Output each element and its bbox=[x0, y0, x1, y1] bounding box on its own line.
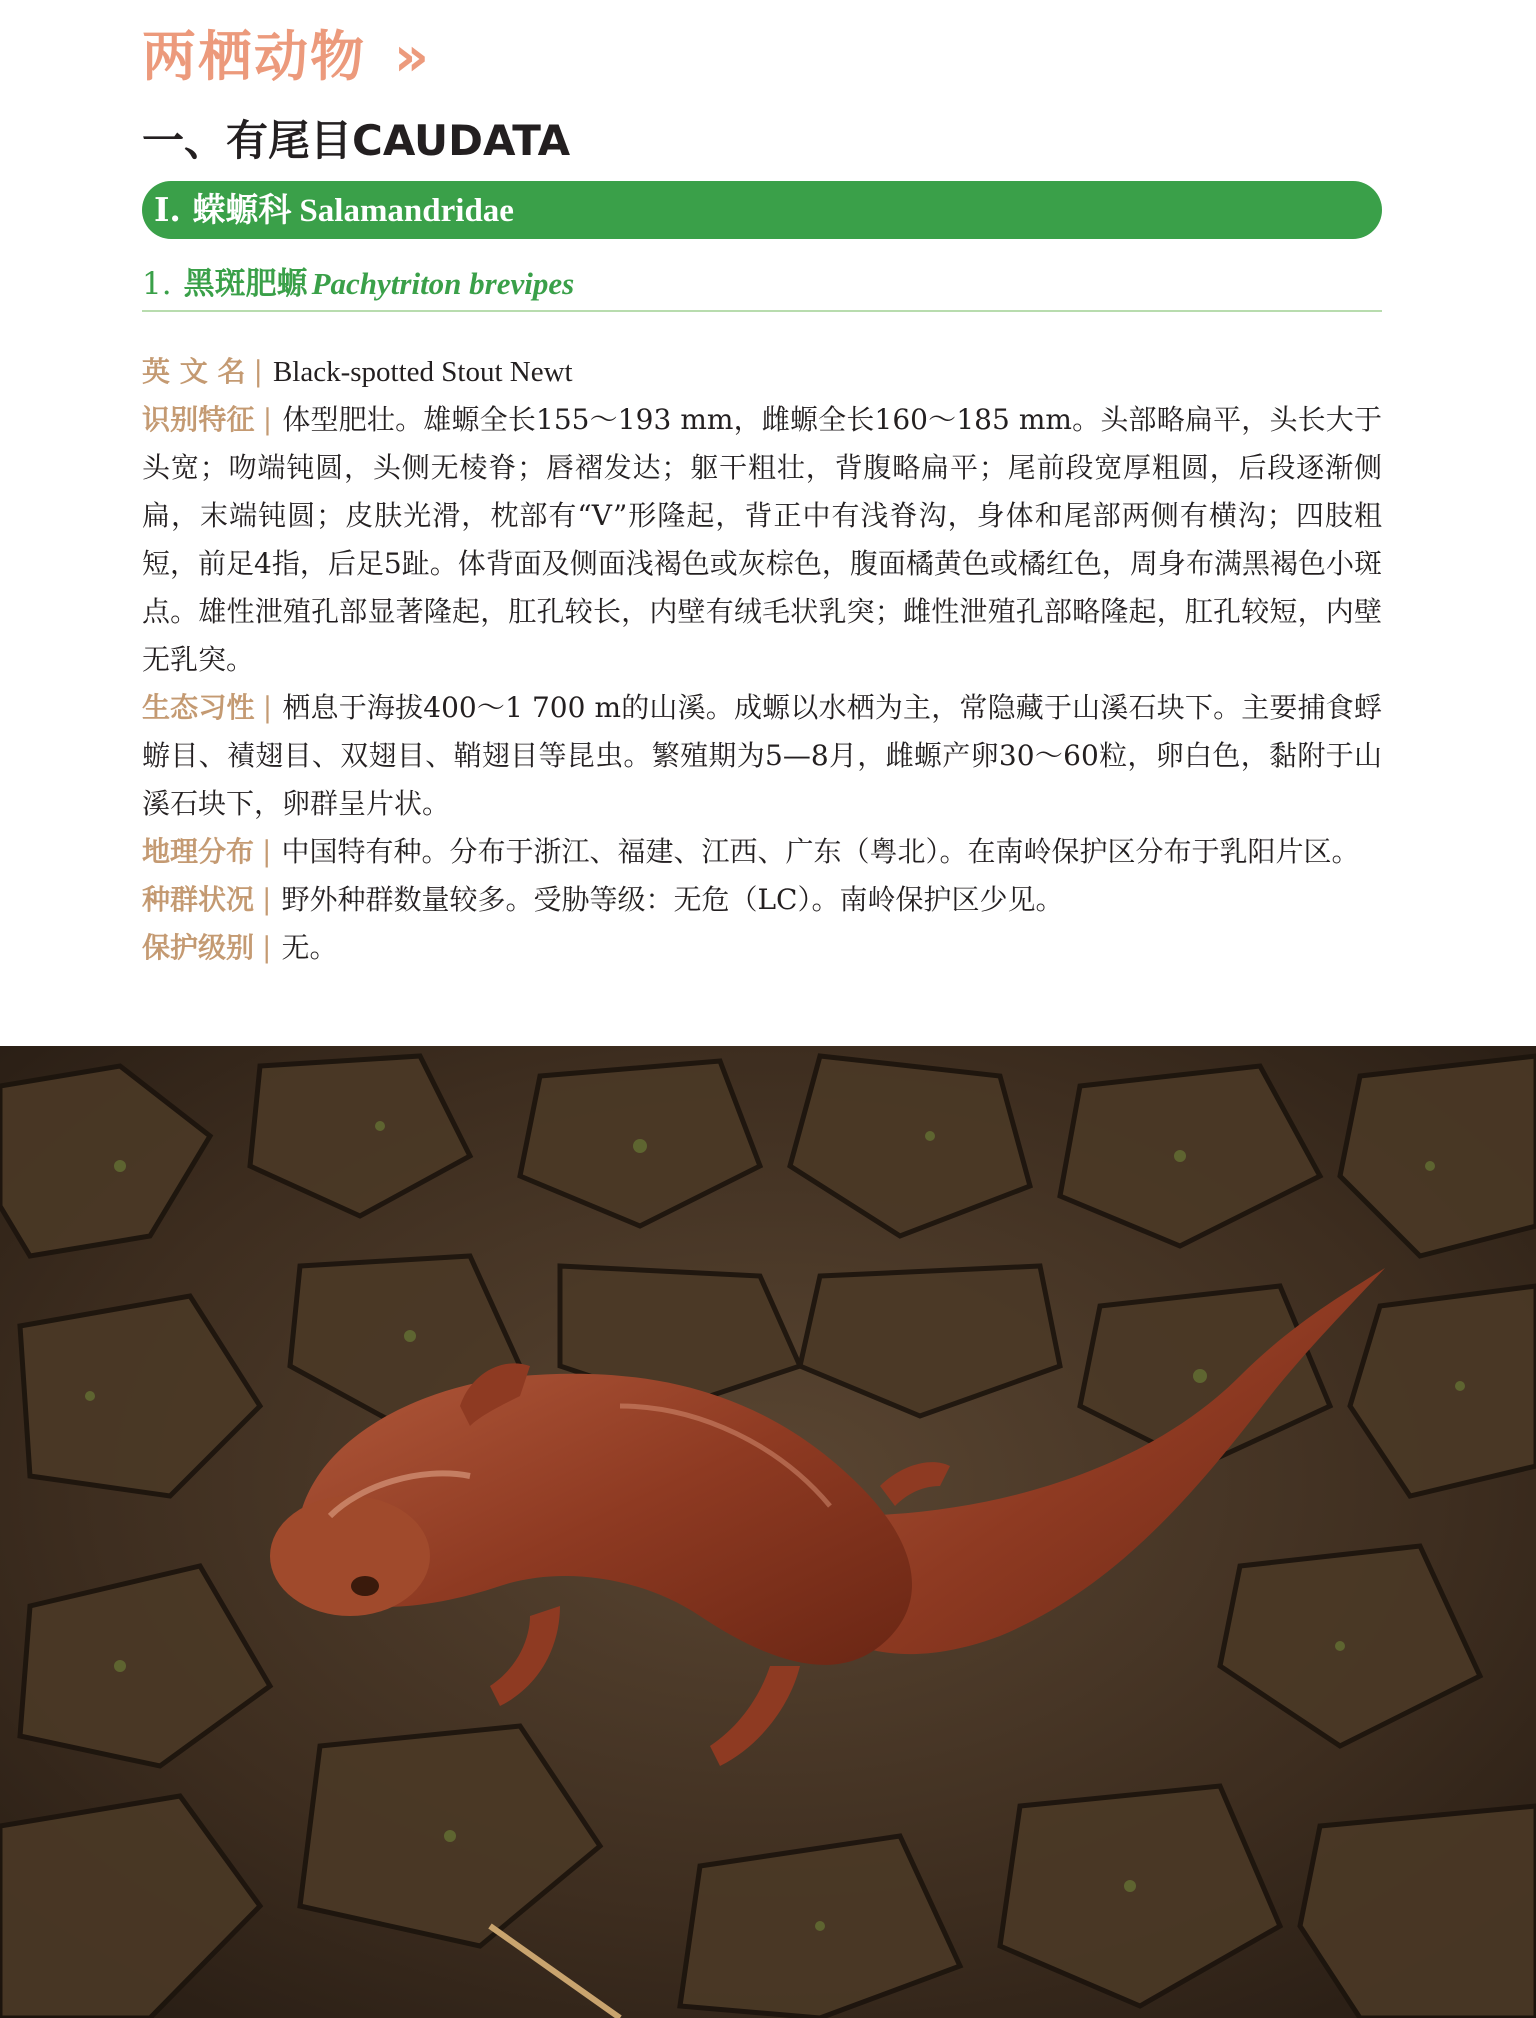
species-chinese-name: 黑斑肥螈 bbox=[183, 266, 308, 302]
entry-label: 生态习性 bbox=[142, 691, 255, 724]
chapter-title-text: 两栖动物 bbox=[142, 25, 366, 88]
entry-text: 栖息于海拔400～1 700 m的山溪。成螈以水栖为主，常隐藏于山溪石块下。主要捕食蜉蝣目、襀翅目、双翅目、鞘翅目等昆虫。繁殖期为5—8月，雌螈产卵30～60粒，卵白色，黏附于山溪石块下，卵群呈片状。 bbox=[142, 691, 1382, 820]
family-latin-name: Salamandridae bbox=[299, 193, 514, 229]
entry-label: 种群状况 bbox=[142, 883, 255, 916]
entry-text: 野外种群数量较多。受胁等级：无危（LC）。南岭保护区少见。 bbox=[281, 883, 1064, 916]
species-heading bbox=[142, 258, 574, 303]
entry-label: 英 文 名 bbox=[142, 355, 246, 388]
entry-label: 保护级别 bbox=[142, 931, 255, 964]
entry-ecology bbox=[142, 684, 1382, 828]
entry-text: 体型肥壮。雄螈全长155～193 mm，雌螈全长160～185 mm。头部略扁平，头长大于头宽；吻端钝圆，头侧无棱脊；唇褶发达；躯干粗壮，背腹略扁平；尾前段宽厚粗圆，后段逐渐侧扁，末端钝圆；皮肤光滑，枕部有“V”形隆起，背正中有浅脊沟，身体和尾部两侧有横沟；四肢粗短，前足4指，后足5趾。体背面及侧面浅褐色或灰棕色，腹面橘黄色或橘红色，周身布满黑褐色小斑点。雄性泄殖孔部显著隆起，肛孔较长，内壁有绒毛状乳突；雌性泄殖孔部略隆起，肛孔较短，内壁无乳突。 bbox=[142, 403, 1382, 676]
species-description bbox=[142, 348, 1382, 972]
family-label: Ⅰ. 蝾螈科 bbox=[154, 190, 292, 229]
entry-label: 识别特征 bbox=[142, 403, 255, 436]
entry-label: 地理分布 bbox=[142, 835, 255, 868]
order-title: 一、有尾目CAUDATA bbox=[142, 116, 571, 165]
label-separator: | bbox=[262, 835, 272, 868]
entry-english-name bbox=[142, 348, 1382, 396]
entry-text: Black-spotted Stout Newt bbox=[272, 356, 573, 388]
species-latin-name: Pachytriton brevipes bbox=[311, 266, 575, 301]
label-separator: | bbox=[262, 883, 272, 916]
species-photo bbox=[0, 1046, 1536, 2018]
entry-protection bbox=[142, 924, 1382, 972]
chapter-title bbox=[142, 14, 425, 91]
entry-population bbox=[142, 876, 1382, 924]
newt-on-bark-image bbox=[0, 1046, 1536, 2018]
label-separator: | bbox=[253, 355, 263, 388]
entry-text: 中国特有种。分布于浙江、福建、江西、广东（粤北）。在南岭保护区分布于乳阳片区。 bbox=[281, 835, 1360, 868]
heading-divider bbox=[142, 310, 1382, 312]
label-separator: | bbox=[262, 403, 273, 436]
chevron-double-right-icon: » bbox=[394, 25, 425, 88]
entry-identification bbox=[142, 396, 1382, 684]
label-separator: | bbox=[262, 691, 273, 724]
entry-distribution bbox=[142, 828, 1382, 876]
species-number: 1. bbox=[142, 266, 172, 302]
label-separator: | bbox=[262, 931, 272, 964]
family-banner bbox=[142, 181, 1382, 239]
entry-text: 无。 bbox=[281, 931, 338, 964]
